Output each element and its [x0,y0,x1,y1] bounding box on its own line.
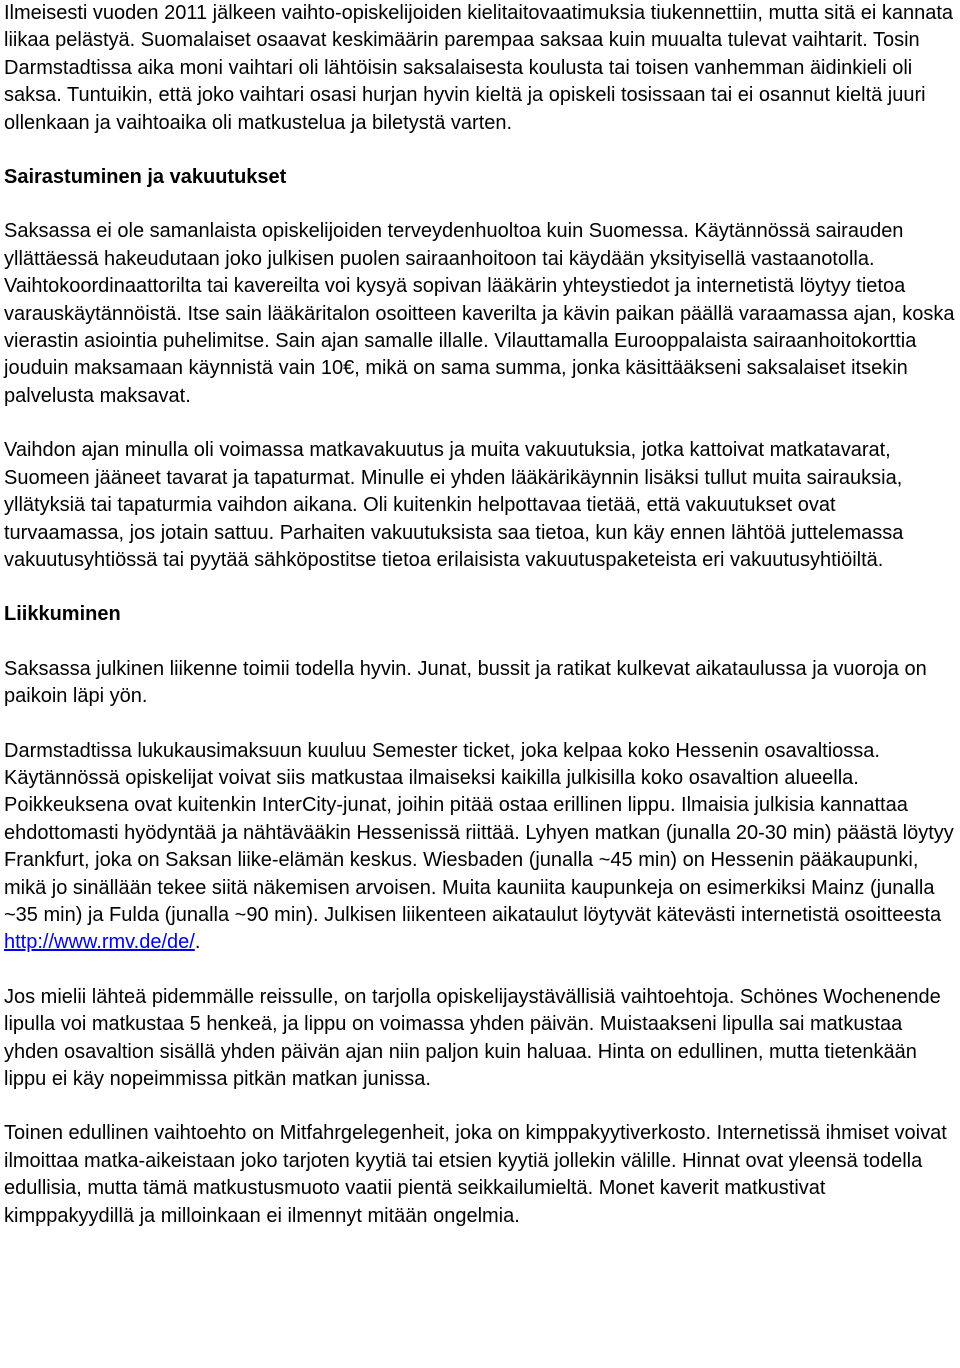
document-page [4,0,958,1230]
spacer [4,410,958,437]
spacer [4,1093,958,1120]
spacer [4,629,958,656]
health-paragraph-1: Saksassa ei ole samanlaista opiskelijoiden terveydenhuoltoa kuin Suomessa. Käytännössä sairauden yllättäessä hakeudutaan joko julkisen puolen sairaanhoitoon tai käydään yksityisellä vastaanotolla. Vaihtokoordinaattorilta tai kavereilta voi kysyä sopivan lääkärin yhteystiedot ja internetistä löytyy tietoa varauskäytännöistä. Itse sain lääkäritalon osoitteen kaverilta ja kävin paikan päällä varaamassa ajan, koska vierastin asiointia puhelimitse. Sain ajan samalle illalle. Vilauttamalla Eurooppalaista sairaanhoitokorttia jouduin maksamaan käynnistä vain 10€, mikä on sama summa, jonka käsittääkseni saksalaiset itsekin palvelusta maksavat. [4,220,955,407]
intro-paragraph: Ilmeisesti vuoden 2011 jälkeen vaihto-opiskelijoiden kielitaitovaatimuksia tiukennettiin, mutta sitä ei kannata liikaa pelästyä. Suomalaiset osaavat keskimäärin parempaa saksaa kuin muualta tulevat vaihtarit. Tosin Darmstadtissa aika moni vaihtari oli lähtöisin saksalaisesta koulusta tai toisen vanhemman äidinkieli oli saksa. Tuntuikin, että joko vaihtari osasi hurjan hyvin kieltä ja opiskeli tosissaan tai ei osannut kieltä juuri ollenkaan ja vaihtoaika oli matkustelua ja biletystä varten. [4,2,954,134]
transport-paragraph-2-end: . [194,931,201,954]
transport-paragraph-2 [4,738,958,957]
health-paragraph-2: Vaihdon ajan minulla oli voimassa matkavakuutus ja muita vakuutuksia, jotka kattoivat matkatavarat, Suomeen jääneet tavarat ja tapaturmat. Minulle ei yhden lääkärikäynnin lisäksi tullut muita sairauksia, yllätyksiä tai tapaturmia vaihdon aikana. Oli kuitenkin helpottavaa tietää, että vakuutukset ovat turvaamassa, jos jotain sattuu. Parhaiten vakuutuksista saa tietoa, kun käy ennen lähtöä juttelemassa vakuutusyhtiössä tai pyytää sähköpostitse tietoa erilaisista vakuutuspaketeista eri vakuutusyhtiöiltä. [4,439,904,571]
section-heading-health: Sairastuminen ja vakuutukset [4,166,287,189]
transport-paragraph-2-text: Darmstadtissa lukukausimaksuun kuuluu Semester ticket, joka kelpaa koko Hessenin osavaltiossa. Käytännössä opiskelijat voivat siis matkustaa ilmaiseksi kaikilla julkisilla koko osavaltion alueella. Poikkeuksena ovat kuitenkin InterCity-junat, joihin pitää ostaa erillinen lippu. Ilmaisia julkisia kannattaa ehdottomasti hyödyntää ja nähtävääkin Hessenissä riittää. Lyhyen matkan (junalla 20-30 min) päästä löytyy Frankfurt, joka on Saksan liike-elämän keskus. Wiesbaden (junalla ~45 min) on Hessenin pääkaupunki, mikä jo sinällään tekee siitä näkemisen arvoisen. Muita kauniita kaupunkeja on esimerkiksi Mainz (junalla ~35 min) ja Fulda (junalla ~90 min). Julkisen liikenteen aikataulut löytyvät kätevästi internetistä osoitteesta [4,739,954,926]
spacer [4,711,958,738]
section-heading-transport: Liikkuminen [4,603,121,626]
spacer [4,191,958,218]
spacer [4,574,958,601]
transport-paragraph-3: Jos mielii lähteä pidemmälle reissulle, on tarjolla opiskelijaystävällisiä vaihtoehtoja. Schönes Wochenende lipulla voi matkustaa 5 henkeä, ja lippu on voimassa yhden päivän. Muistaakseni lipulla sai matkustaa yhden osavaltion sisällä yhden päivän ajan niin paljon kuin haluaa. Hinta on edullinen, mutta tietenkään lippu ei käy nopeimmissa pitkän matkan junissa. [4,985,941,1090]
rmv-link[interactable]: http://www.rmv.de/de/ [4,931,195,954]
transport-paragraph-1: Saksassa julkinen liikenne toimii todella hyvin. Junat, bussit ja ratikat kulkevat aikataulussa ja vuoroja on paikoin läpi yön. [4,657,927,708]
spacer [4,957,958,984]
spacer [4,137,958,164]
transport-paragraph-4: Toinen edullinen vaihtoehto on Mitfahrgelegenheit, joka on kimppakyytiverkosto. Internetissä ihmiset voivat ilmoittaa matka-aikeistaan joko tarjoten kyytiä tai etsien kyytiä jollekin välille. Hinnat ovat yleensä todella edullisia, mutta tämä matkustusmuoto vaatii pientä seikkailumieltä. Monet kaverit matkustivat kimppakyydillä ja milloinkaan ei ilmennyt mitään ongelmia. [4,1122,947,1227]
